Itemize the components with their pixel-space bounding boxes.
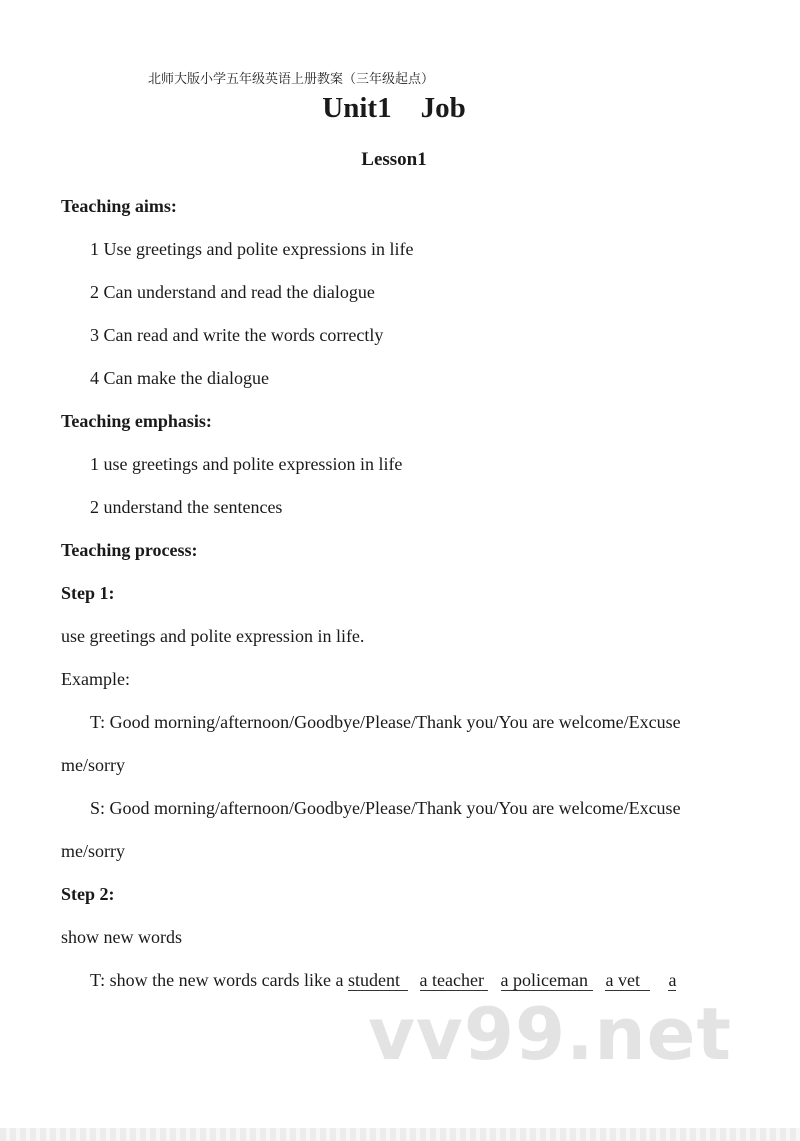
emphasis-item: 2 understand the sentences [90, 497, 283, 517]
aim-item: 2 Can understand and read the dialogue [90, 282, 375, 302]
aim-item: 3 Can read and write the words correctly [90, 325, 384, 345]
step1-heading: Step 1: [61, 583, 115, 603]
step1-intro: use greetings and polite expression in life. [61, 626, 365, 646]
student-line: S: Good morning/afternoon/Goodbye/Please/Thank you/You are welcome/Excuse [90, 798, 681, 818]
scan-bottom-edge [0, 1128, 800, 1141]
emphasis-heading: Teaching emphasis: [61, 411, 212, 431]
word-card-blank: a policeman [501, 970, 593, 991]
word-card-blank: a vet [605, 970, 649, 991]
word-card-blank: student [348, 970, 408, 991]
process-heading: Teaching process: [61, 540, 198, 560]
word-card-blank: a teacher [420, 970, 488, 991]
aims-heading: Teaching aims: [61, 196, 177, 216]
word-card-blank: a [668, 970, 677, 990]
word-cards-prefix: T: show the new words cards like a [90, 970, 344, 990]
step2-intro: show new words [61, 927, 182, 947]
example-label: Example: [61, 669, 130, 689]
lesson-title: Lesson1 [361, 149, 427, 170]
aim-item: 1 Use greetings and polite expressions in life [90, 239, 414, 259]
step2-heading: Step 2: [61, 884, 115, 904]
teacher-line: T: Good morning/afternoon/Goodbye/Please/Thank you/You are welcome/Excuse [90, 712, 681, 732]
watermark: vv99.net [368, 992, 732, 1076]
word-cards-line [90, 970, 676, 991]
header-note: 北师大版小学五年级英语上册教案（三年级起点） [148, 72, 435, 87]
student-line-cont: me/sorry [61, 841, 125, 861]
emphasis-item: 1 use greetings and polite expression in life [90, 454, 403, 474]
aim-item: 4 Can make the dialogue [90, 368, 269, 388]
teacher-line-cont: me/sorry [61, 755, 125, 775]
unit-title: Unit1 Job [322, 92, 466, 124]
